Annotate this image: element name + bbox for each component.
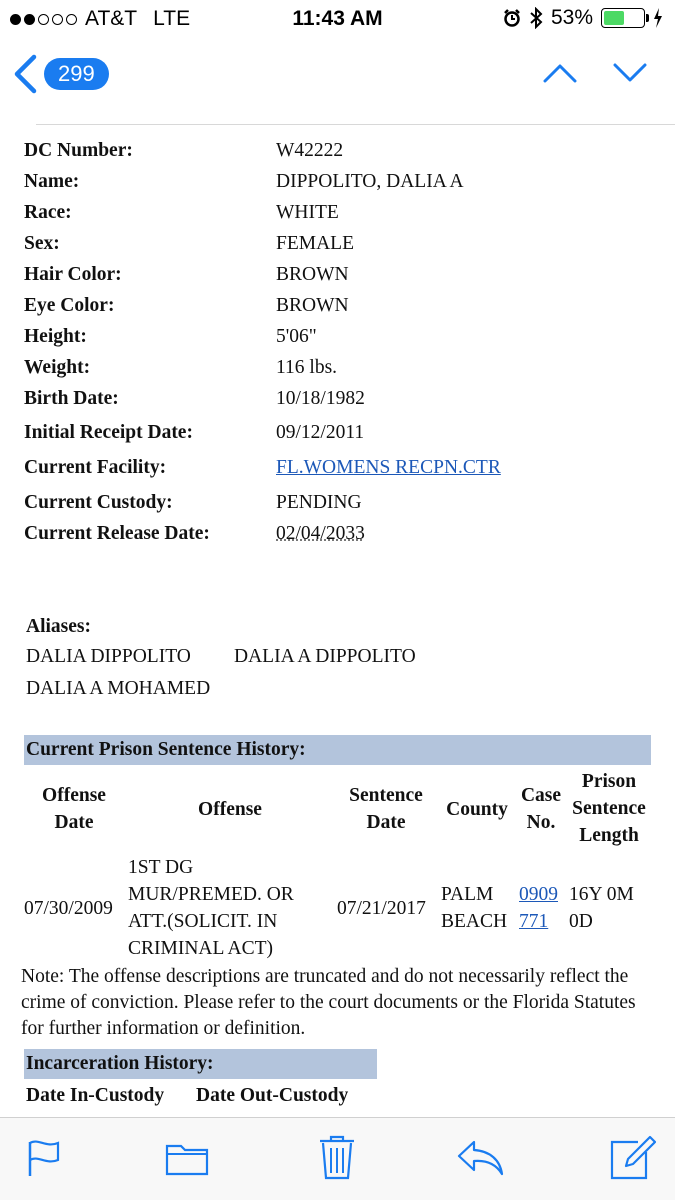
chevron-left-icon xyxy=(12,54,38,94)
col-length-line3: Length xyxy=(579,825,639,846)
network-label: LTE xyxy=(153,7,191,30)
flag-icon[interactable] xyxy=(26,1138,62,1178)
battery-icon xyxy=(601,8,645,28)
field-value: FEMALE xyxy=(276,233,354,254)
field-value: WHITE xyxy=(276,202,339,223)
charging-icon xyxy=(653,8,663,28)
offense-note: Note: The offense descriptions are truncated and do not necessarily reflect the crime of conviction. Please refer to the court documents or the Florida Statutes for further information or definition. xyxy=(21,966,636,1039)
col-offense-date xyxy=(26,782,122,836)
reply-icon[interactable] xyxy=(456,1138,504,1178)
col-offense-date-line2: Date xyxy=(54,812,94,833)
field-label: Current Custody: xyxy=(24,492,173,513)
cell-offense-date: 07/30/2009 xyxy=(24,898,113,919)
field-value: BROWN xyxy=(276,264,349,285)
col-offense: Offense xyxy=(198,799,262,820)
offense-line: 1ST DG xyxy=(128,857,194,878)
field-value: 10/18/1982 xyxy=(276,388,365,409)
col-length-line1: Prison xyxy=(581,771,637,792)
col-date-in-custody: Date In-Custody xyxy=(26,1085,165,1106)
cell-county xyxy=(441,881,507,935)
col-case-no xyxy=(514,782,568,836)
cell-sentence-length xyxy=(569,881,634,935)
folder-icon[interactable] xyxy=(165,1138,209,1176)
col-sentence-date-line1: Sentence xyxy=(349,785,423,806)
message-nav xyxy=(543,62,647,84)
field-label: Initial Receipt Date: xyxy=(24,422,193,443)
chevron-down-icon[interactable] xyxy=(613,62,647,84)
alias-item: DALIA A MOHAMED xyxy=(26,678,211,699)
field-label: Hair Color: xyxy=(24,264,122,285)
col-sentence-length xyxy=(566,768,652,849)
clock: 11:43 AM xyxy=(292,7,383,30)
field-label: Current Release Date: xyxy=(24,523,210,544)
field-label: Eye Color: xyxy=(24,295,115,316)
trash-icon[interactable] xyxy=(318,1134,356,1180)
status-bar xyxy=(0,0,675,40)
col-case-line1: Case xyxy=(520,785,562,806)
col-offense-date-line1: Offense xyxy=(42,785,106,806)
carrier-label: AT&T xyxy=(85,7,138,30)
length-line: 0D xyxy=(569,911,593,932)
offense-line: MUR/PREMED. OR xyxy=(128,884,294,905)
bluetooth-icon xyxy=(529,7,543,29)
battery-percent: 53% xyxy=(550,6,593,29)
status-right xyxy=(503,6,663,30)
nav-bar xyxy=(0,40,675,116)
case-number-link[interactable] xyxy=(519,881,558,935)
col-length-line2: Sentence xyxy=(572,798,646,819)
length-line: 16Y 0M xyxy=(569,884,634,905)
field-value: 09/12/2011 xyxy=(276,422,365,443)
unread-count-badge: 299 xyxy=(44,58,109,90)
field-value: 116 lbs. xyxy=(276,357,338,378)
sentence-history-heading: Current Prison Sentence History: xyxy=(24,735,651,765)
offense-line: CRIMINAL ACT) xyxy=(128,938,273,959)
field-value: W42222 xyxy=(276,140,344,161)
field-value: 5'06" xyxy=(276,326,317,347)
aliases-heading: Aliases: xyxy=(26,616,91,637)
incarceration-history-heading: Incarceration History: xyxy=(24,1049,377,1079)
field-label: DC Number: xyxy=(24,140,133,161)
field-label: Height: xyxy=(24,326,87,347)
facility-link[interactable]: FL.WOMENS RECPN.CTR xyxy=(276,457,501,478)
chevron-up-icon[interactable] xyxy=(543,62,577,84)
compose-icon[interactable] xyxy=(608,1134,656,1180)
alarm-icon xyxy=(503,9,521,27)
field-label: Name: xyxy=(24,171,80,192)
offense-line: ATT.(SOLICIT. IN xyxy=(128,911,278,932)
alias-item: DALIA A DIPPOLITO xyxy=(234,646,416,667)
release-date-value[interactable]: 02/04/2033 xyxy=(276,523,365,544)
alias-item: DALIA DIPPOLITO xyxy=(26,646,191,667)
county-line: PALM xyxy=(441,884,494,905)
field-label: Birth Date: xyxy=(24,388,119,409)
cell-offense xyxy=(128,854,294,962)
field-label: Race: xyxy=(24,202,72,223)
col-county: County xyxy=(446,799,508,820)
field-label: Sex: xyxy=(24,233,60,254)
col-sentence-date xyxy=(336,782,436,836)
col-date-out-custody: Date Out-Custody xyxy=(196,1085,349,1106)
back-button[interactable] xyxy=(12,54,109,94)
col-sentence-date-line2: Date xyxy=(366,812,406,833)
cell-sentence-date: 07/21/2017 xyxy=(337,898,426,919)
case-line: 0909 xyxy=(519,884,558,905)
header-divider xyxy=(36,124,675,125)
field-label: Current Facility: xyxy=(24,457,167,478)
field-value: DIPPOLITO, DALIA A xyxy=(276,171,464,192)
county-line: BEACH xyxy=(441,911,508,932)
field-value: BROWN xyxy=(276,295,349,316)
mail-toolbar xyxy=(0,1117,675,1200)
field-value: PENDING xyxy=(276,492,362,513)
field-label: Weight: xyxy=(24,357,91,378)
col-case-line2: No. xyxy=(526,812,556,833)
case-line: 771 xyxy=(519,911,549,932)
